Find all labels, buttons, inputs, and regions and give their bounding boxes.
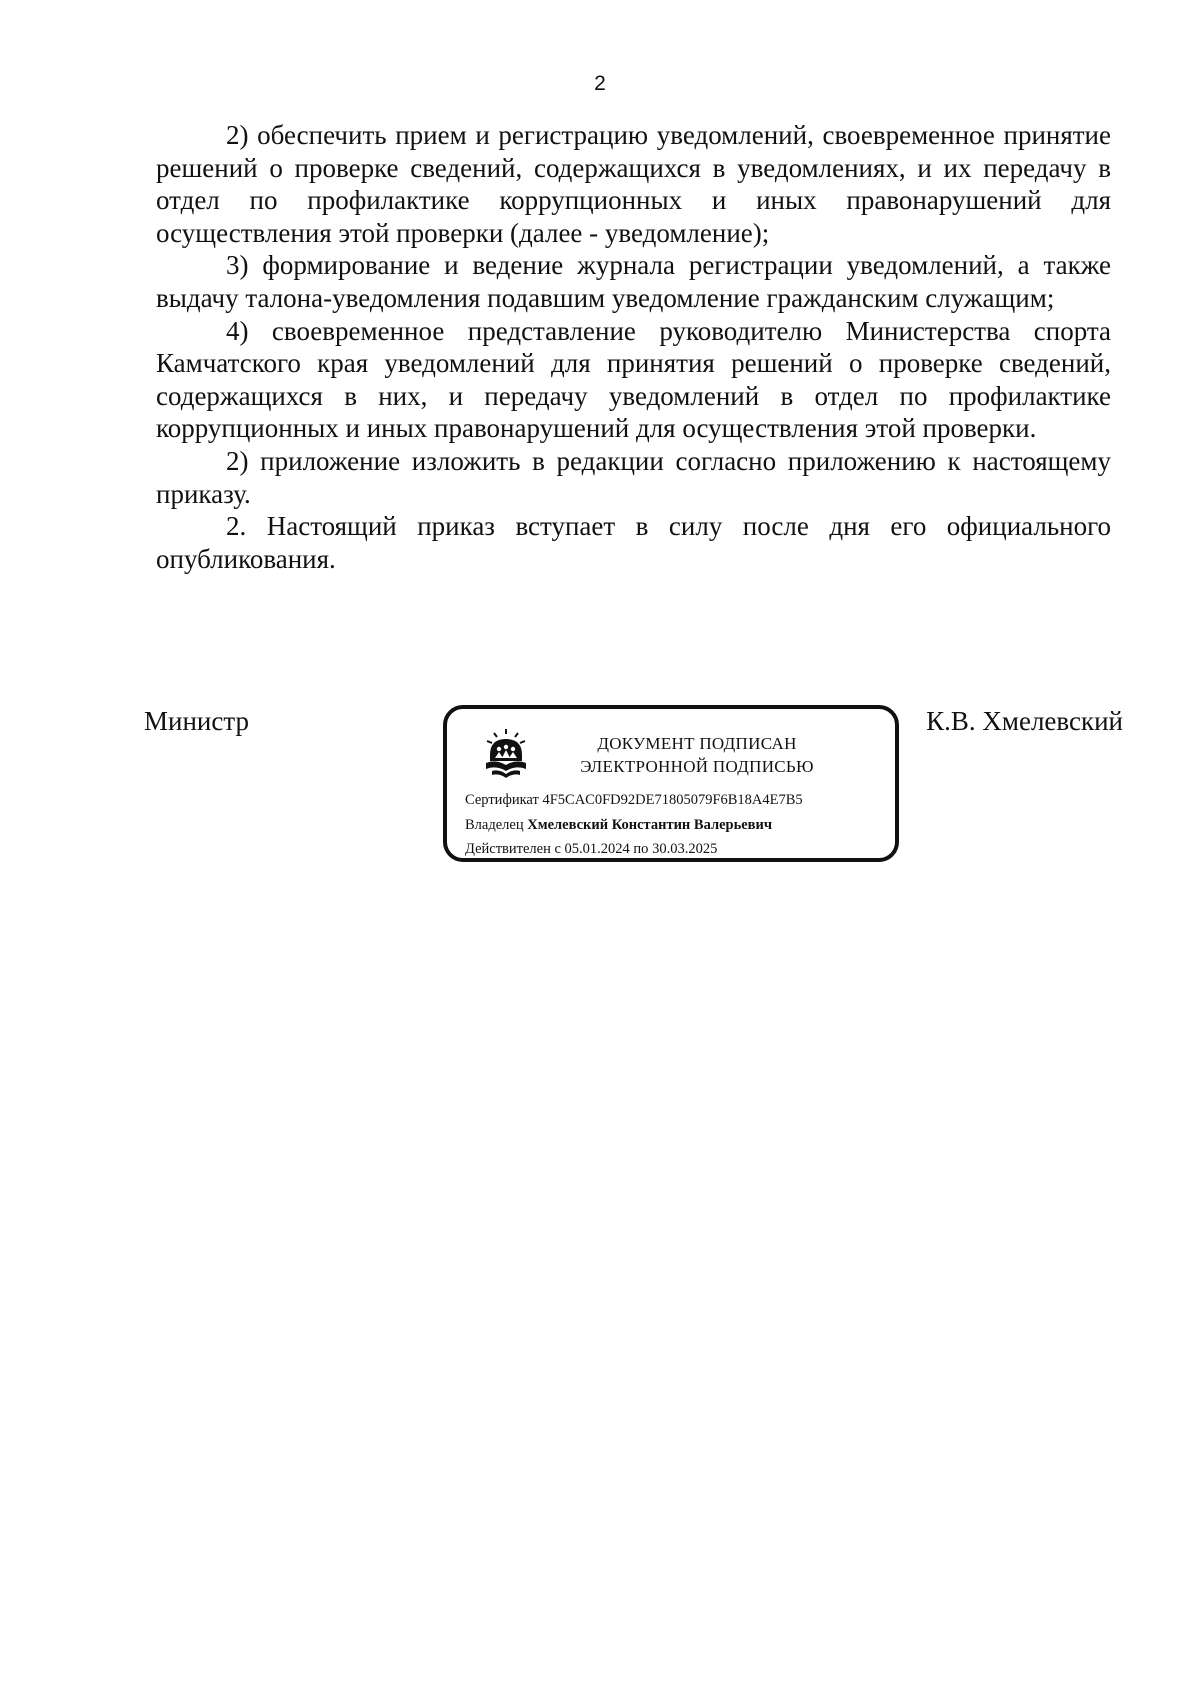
stamp-owner [465,816,772,834]
paragraph-effective: 2. Настоящий приказ вступает в силу после дня его официального опубликования. [156,511,1111,574]
document-body [156,119,1111,575]
page-number: 2 [594,72,606,95]
paragraph-notice-registration: 2) обеспечить прием и регистрацию уведомлений, своевременное принятие решений о проверке сведений, содержащихся в уведомлениях, и их передачу в отдел по профилактике коррупционных и иных правонарушений для осуществления этой проверки (далее - уведомление); [156,120,1111,248]
paragraph-submission: 4) своевременное представление руководителю Министерства спорта Камчатского края уведомлений для принятия решений о проверке сведений, содержащихся в них, и передачу уведомлений в отдел по профилактике коррупционных и иных правонарушений для осуществления этой проверки. [156,315,1111,444]
stamp-heading-line1: ДОКУМЕНТ ПОДПИСАН [597,734,797,753]
paragraph-journal: 3) формирование и ведение журнала регистрации уведомлений, а также выдачу талона-уведомления подавшим уведомление гражданским служащим; [156,250,1111,313]
valid-to-label: по [633,841,649,857]
owner-label: Владелец [465,817,524,833]
kamchatka-emblem-icon [482,727,530,779]
valid-to-date: 30.03.2025 [652,841,718,857]
stamp-heading [547,732,847,778]
signatory-name: К.В. Хмелевский [926,706,1123,736]
stamp-validity [465,840,717,858]
certificate-label: Сертификат [465,792,539,808]
valid-from-label: Действителен с [465,841,561,857]
stamp-certificate [465,791,803,809]
paragraph-appendix: 2) приложение изложить в редакции согласно приложению к настоящему приказу. [156,445,1111,509]
stamp-heading-line2: ЭЛЕКТРОННОЙ ПОДПИСЬЮ [580,757,814,776]
signatory-title: Министр [144,706,249,736]
electronic-signature-stamp [443,705,899,862]
certificate-value: 4F5CAC0FD92DE71805079F6B18A4E7B5 [542,792,803,808]
owner-value: Хмелевский Константин Валерьевич [527,817,773,833]
valid-from-date: 05.01.2024 [564,841,630,857]
